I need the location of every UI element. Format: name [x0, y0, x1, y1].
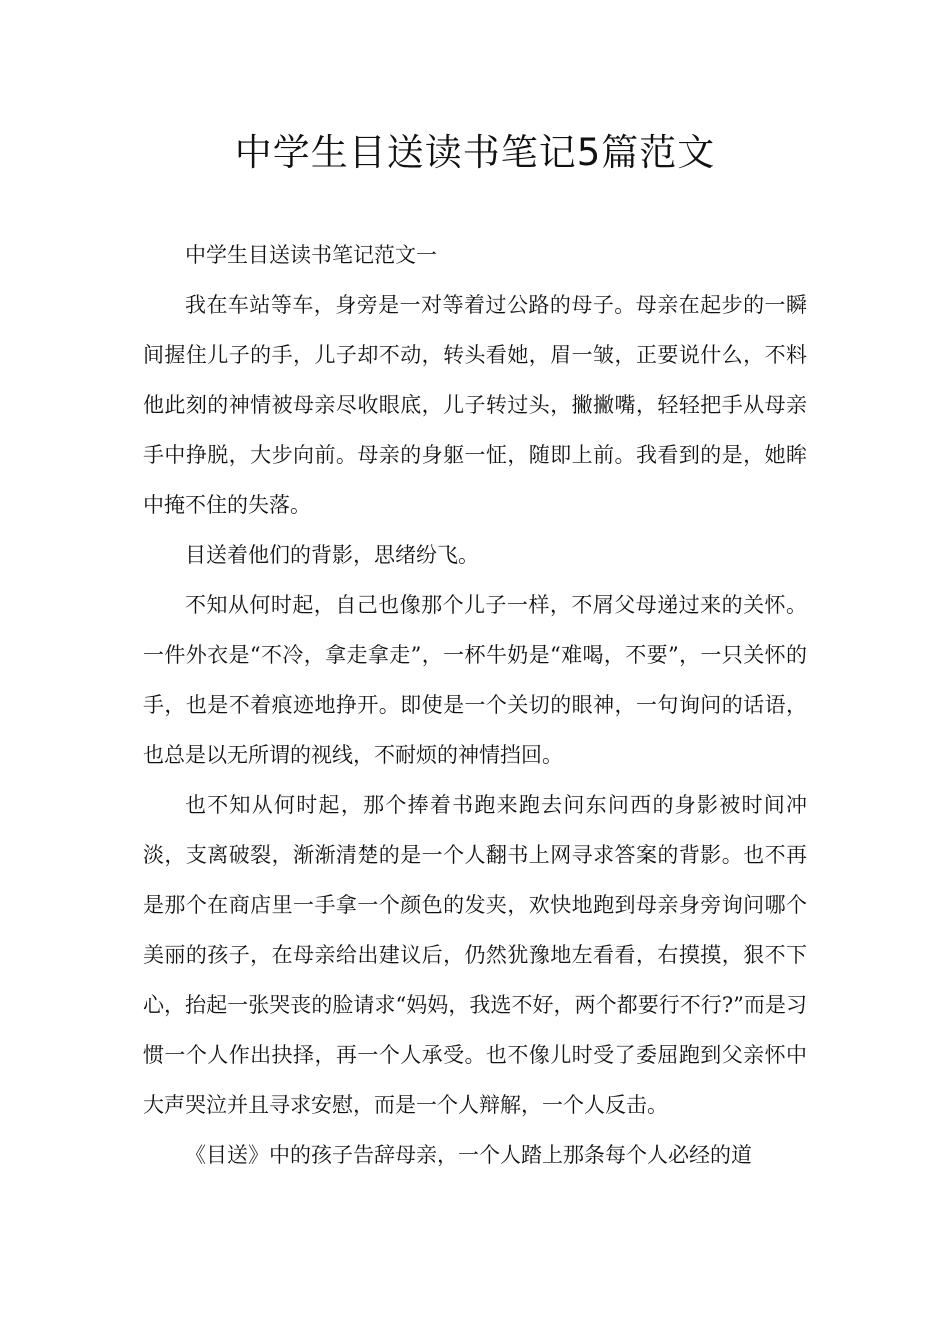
- document-body: [143, 230, 807, 1180]
- paragraph: 目送着他们的背影，思绪纷飞。: [185, 543, 479, 567]
- paragraph: 也不知从何时起，那个捧着书跑来跑去问东问西的身影被时间冲淡，支离破裂，渐渐清楚的是一个人翻书上网寻求答案的背影。也不再是那个在商店里一手拿一个颜色的发夹，欢快地跑到母亲身旁询问哪个美丽的孩子，在母亲给出建议后，仍然犹豫地左看看，右摸摸，狠不下心，抬起一张哭丧的脸请求“妈妈，我选不好，两个都要行不行?”而是习惯一个人作出抉择，再一个人承受。也不像儿时受了委屈跑到父亲怀中大声哭泣并且寻求安慰，而是一个人辩解，一个人反击。: [143, 793, 807, 1117]
- document-title: 中学生目送读书笔记5篇范文: [234, 131, 716, 174]
- paragraph: 不知从何时起，自己也像那个儿子一样，不屑父母递过来的关怀。一件外衣是“不冷，拿走拿走”，一杯牛奶是“难喝，不要”，一只关怀的手，也是不着痕迹地挣开。即使是一个关切的眼神，一句询问的话语，也总是以无所谓的视线，不耐烦的神情挡回。: [143, 593, 807, 767]
- paragraph: 我在车站等车，身旁是一对等着过公路的母子。母亲在起步的一瞬间握住儿子的手，儿子却不动，转头看她，眉一皱，正要说什么，不料他此刻的神情被母亲尽收眼底，儿子转过头，撇撇嘴，轻轻把手从母亲手中挣脱，大步向前。母亲的身躯一怔，随即上前。我看到的是，她眸中掩不住的失落。: [143, 293, 807, 517]
- section-heading: 中学生目送读书笔记范文一: [185, 243, 437, 267]
- paragraph: 《目送》中的孩子告辞母亲，一个人踏上那条每个人必经的道: [185, 1143, 752, 1167]
